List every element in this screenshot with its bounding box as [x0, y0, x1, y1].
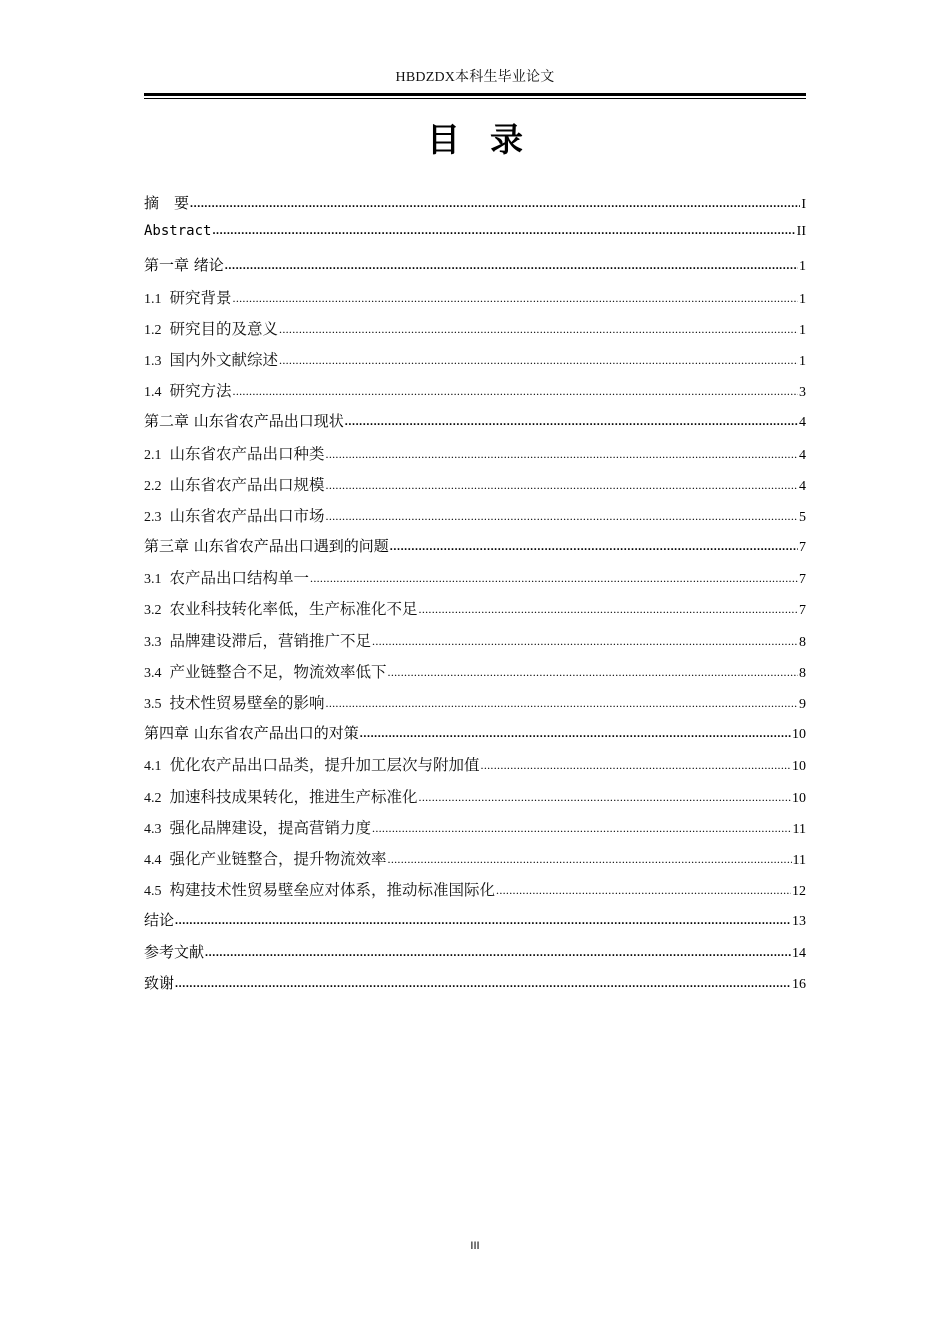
- toc-entry-text: 农产品出口结构单一: [169, 570, 310, 588]
- toc-entry-section[interactable]: [144, 597, 806, 628]
- toc-entry-label: [144, 535, 389, 556]
- toc-section-number: 1.2: [144, 322, 162, 338]
- toc-section-number: 3.3: [144, 634, 162, 650]
- toc-page-number: 11: [792, 852, 806, 868]
- toc-entry-chapter[interactable]: [144, 722, 806, 753]
- dot-leader: [233, 291, 798, 306]
- toc-page-number: 5: [799, 509, 806, 525]
- toc-entry-chapter[interactable]: [144, 535, 806, 566]
- toc-entry-text: 第四章 山东省农产品出口的对策: [144, 724, 359, 743]
- toc-entry-text: 摘 要: [144, 194, 190, 212]
- toc-entry-section[interactable]: [144, 785, 806, 816]
- toc-entry-text: 致谢: [144, 973, 175, 992]
- toc-entry-label: [144, 286, 232, 308]
- toc-page-number: 1: [799, 259, 806, 275]
- dot-leader: [390, 539, 798, 554]
- toc-section-number: 4.2: [144, 790, 162, 806]
- toc-entry-label: [144, 223, 211, 239]
- toc-entry-section[interactable]: [144, 504, 806, 535]
- toc-page-number: 11: [792, 821, 806, 837]
- toc-entry-section[interactable]: [144, 442, 806, 473]
- toc-entry-section[interactable]: [144, 816, 806, 847]
- toc-entry-text: 研究背景: [169, 289, 232, 307]
- toc-entry-text: 研究方法: [169, 383, 232, 401]
- toc-entry-text: 加速科技成果转化，推进生产标准化: [169, 788, 418, 806]
- dot-leader: [233, 384, 798, 399]
- toc-entry-text: Abstract: [144, 223, 212, 240]
- toc-entry-chapter[interactable]: [144, 254, 806, 285]
- toc-entry-label: [144, 785, 418, 807]
- toc-entry-label: [144, 348, 278, 370]
- toc-entry-label: [144, 597, 418, 619]
- toc-entry-text: 结论: [144, 911, 175, 930]
- toc-entry-section[interactable]: [144, 286, 806, 317]
- toc-entry-text: 国内外文献综述: [169, 351, 279, 369]
- toc-section-number: 2.1: [144, 447, 162, 463]
- header-double-rule: [144, 93, 806, 99]
- toc-entry-section[interactable]: [144, 660, 806, 691]
- toc-entry-label: [144, 442, 325, 464]
- toc-entry-label: [144, 878, 495, 900]
- toc-entry-section[interactable]: [144, 379, 806, 410]
- page-number: III: [470, 1240, 480, 1252]
- toc-entry-label: [144, 660, 387, 682]
- dot-leader: [310, 571, 798, 586]
- toc-page-number: 9: [799, 697, 806, 712]
- toc-entry-label: [144, 722, 359, 743]
- toc-page-number: 16: [792, 976, 806, 992]
- toc-entry-chapter[interactable]: [144, 192, 806, 223]
- dot-leader: [372, 821, 792, 836]
- toc-entry-text: 技术性贸易壁垒的影响: [169, 695, 325, 712]
- toc-entry-label: [144, 317, 278, 339]
- toc-page-number: 1: [799, 291, 806, 307]
- dot-leader: [372, 634, 798, 649]
- dot-leader: [212, 223, 795, 238]
- dot-leader: [496, 883, 791, 898]
- toc-entry-label: [144, 691, 325, 713]
- toc-entry-label: [144, 410, 344, 431]
- dot-leader: [279, 353, 798, 368]
- toc-entry-text: 产业链整合不足，物流效率低下: [169, 663, 387, 681]
- toc-entry-label: [144, 566, 309, 588]
- toc-entry-chapter[interactable]: [144, 909, 806, 940]
- dot-leader: [175, 976, 791, 991]
- toc-entry-section[interactable]: [144, 317, 806, 348]
- toc-page-number: 3: [799, 385, 806, 401]
- toc-entry-text: 第一章 绪论: [144, 256, 224, 275]
- toc-entry-text: 第二章 山东省农产品出口现状: [144, 412, 344, 431]
- toc-entry-label: [144, 753, 480, 775]
- toc-page-number: 10: [792, 790, 806, 806]
- toc-section-number: 4.5: [144, 884, 162, 900]
- toc-entry-section[interactable]: [144, 847, 806, 878]
- toc-entry-label: [144, 941, 204, 962]
- toc-entry-chapter[interactable]: [144, 410, 806, 441]
- dot-leader: [481, 758, 791, 773]
- toc-page-number: 14: [792, 945, 806, 961]
- toc-entry-text: 山东省农产品出口市场: [169, 507, 325, 525]
- toc-section-number: 2.2: [144, 478, 162, 494]
- toc-entry-label: [144, 254, 224, 275]
- toc-entry-text: 研究目的及意义: [169, 320, 279, 338]
- toc-entry-text: 第三章 山东省农产品出口遇到的问题: [144, 537, 389, 556]
- toc-entry-text: 构建技术性贸易壁垒应对体系，推动标准国际化: [169, 882, 496, 900]
- toc-entry-label: [144, 379, 232, 401]
- running-header: HBDZDX本科生毕业论文: [395, 70, 555, 85]
- table-of-contents: [144, 192, 806, 1003]
- toc-section-number: 4.3: [144, 821, 162, 837]
- toc-entry-chapter[interactable]: [144, 223, 806, 254]
- toc-page-number: 4: [799, 447, 806, 463]
- dot-leader: [419, 602, 798, 617]
- dot-leader: [345, 414, 798, 429]
- toc-page-number: 7: [799, 540, 806, 556]
- toc-entry-label: [144, 847, 387, 869]
- toc-entry-text: 参考文献: [144, 942, 205, 961]
- toc-entry-section[interactable]: [144, 753, 806, 784]
- toc-section-number: 1.4: [144, 385, 162, 401]
- toc-page-number: 1: [799, 322, 806, 338]
- toc-entry-text: 山东省农产品出口种类: [169, 445, 325, 463]
- toc-entry-label: [144, 629, 371, 651]
- toc-page-number: 10: [792, 727, 806, 743]
- toc-page-number: 10: [792, 759, 806, 775]
- toc-page-number: 8: [799, 634, 806, 650]
- dot-leader: [175, 913, 791, 928]
- toc-entry-chapter[interactable]: [144, 941, 806, 972]
- toc-entry-text: 山东省农产品出口规模: [169, 476, 325, 494]
- toc-page-number: 12: [792, 884, 806, 900]
- toc-entry-label: [144, 192, 189, 213]
- dot-leader: [190, 196, 800, 211]
- dot-leader: [205, 945, 791, 960]
- toc-entry-text: 品牌建设滞后，营销推广不足: [169, 632, 372, 650]
- dot-leader: [388, 665, 798, 680]
- toc-section-number: 3.2: [144, 603, 162, 619]
- header-rule-thin: [144, 98, 806, 99]
- toc-entry-section[interactable]: [144, 566, 806, 597]
- toc-section-number: 4.4: [144, 852, 162, 868]
- dot-leader: [225, 258, 798, 273]
- dot-leader: [388, 852, 792, 867]
- dot-leader: [279, 322, 798, 337]
- toc-entry-section[interactable]: [144, 629, 806, 660]
- toc-page-number: 13: [792, 914, 806, 930]
- toc-title: 目录: [427, 120, 553, 159]
- toc-page-number: 7: [799, 603, 806, 619]
- toc-entry-label: [144, 504, 325, 526]
- toc-entry-text: 优化农产品出口品类，提升加工层次与附加值: [169, 757, 480, 775]
- toc-section-number: 1.1: [144, 291, 162, 307]
- dot-leader: [326, 478, 798, 493]
- toc-entry-section[interactable]: [144, 691, 806, 722]
- toc-page-number: 4: [799, 478, 806, 494]
- toc-section-number: 4.1: [144, 759, 162, 775]
- toc-section-number: 3.5: [144, 697, 162, 712]
- toc-entry-label: [144, 473, 325, 495]
- toc-entry-section[interactable]: [144, 473, 806, 504]
- toc-entry-label: [144, 909, 174, 930]
- dot-leader: [360, 726, 791, 741]
- toc-page-number: II: [796, 224, 806, 240]
- toc-entry-section[interactable]: [144, 878, 806, 909]
- dot-leader: [326, 696, 798, 711]
- toc-page-number: I: [801, 197, 806, 212]
- toc-entry-text: 强化品牌建设，提高营销力度: [169, 819, 372, 837]
- toc-section-number: 3.1: [144, 572, 162, 588]
- dot-leader: [419, 790, 791, 805]
- toc-entry-label: [144, 972, 174, 993]
- dot-leader: [326, 447, 798, 462]
- toc-page-number: 8: [799, 665, 806, 681]
- toc-section-number: 1.3: [144, 353, 162, 369]
- toc-entry-label: [144, 816, 371, 838]
- toc-page-number: 4: [799, 415, 806, 431]
- toc-entry-chapter[interactable]: [144, 972, 806, 1003]
- toc-section-number: 2.3: [144, 509, 162, 525]
- toc-page-number: 7: [799, 572, 806, 588]
- toc-page-number: 1: [799, 353, 806, 369]
- toc-entry-text: 强化产业链整合，提升物流效率: [169, 850, 387, 868]
- toc-section-number: 3.4: [144, 665, 162, 681]
- dot-leader: [326, 509, 798, 524]
- toc-entry-section[interactable]: [144, 348, 806, 379]
- toc-entry-text: 农业科技转化率低，生产标准化不足: [169, 601, 418, 619]
